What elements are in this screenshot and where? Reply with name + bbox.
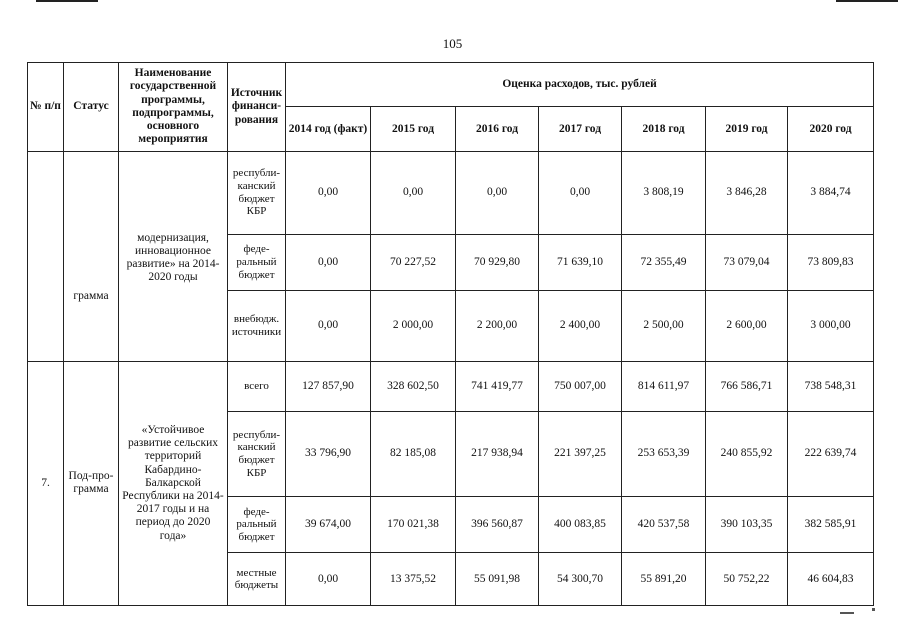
- value-cell: 420 537,58: [622, 496, 706, 553]
- value-cell: 382 585,91: [788, 496, 874, 553]
- value-cell: 39 674,00: [286, 496, 371, 553]
- value-cell: 72 355,49: [622, 234, 706, 291]
- value-cell: 50 752,22: [706, 553, 788, 606]
- header-year: 2014 год (факт): [286, 107, 371, 151]
- header-year: 2020 год: [788, 107, 874, 151]
- value-cell: 328 602,50: [371, 361, 456, 411]
- value-cell: 2 400,00: [539, 291, 622, 362]
- value-cell: 2 000,00: [371, 291, 456, 362]
- value-cell: 73 809,83: [788, 234, 874, 291]
- value-cell: 3 000,00: [788, 291, 874, 362]
- header-num: № п/п: [28, 63, 64, 152]
- row-status: Под-про-грамма: [64, 361, 119, 605]
- row-source: феде-ральный бюджет: [228, 234, 286, 291]
- row-num: [28, 151, 64, 361]
- header-year: 2016 год: [456, 107, 539, 151]
- value-cell: 390 103,35: [706, 496, 788, 553]
- header-costs: Оценка расходов, тыс. рублей: [286, 63, 874, 107]
- value-cell: 0,00: [539, 151, 622, 234]
- row-name: «Устойчивое развитие сельских территорий Кабардино-Балкарской Республики на 2014-2017 годы и на период до 2020 года»: [119, 361, 228, 605]
- value-cell: 127 857,90: [286, 361, 371, 411]
- row-source: всего: [228, 361, 286, 411]
- row-source: республи-канский бюджет КБР: [228, 412, 286, 497]
- header-status: Статус: [64, 63, 119, 152]
- header-year: 2017 год: [539, 107, 622, 151]
- value-cell: 750 007,00: [539, 361, 622, 411]
- value-cell: 70 929,80: [456, 234, 539, 291]
- value-cell: 3 808,19: [622, 151, 706, 234]
- value-cell: 70 227,52: [371, 234, 456, 291]
- value-cell: 3 846,28: [706, 151, 788, 234]
- header-source: Источник финанси-рования: [228, 63, 286, 152]
- scan-mark-left: [36, 0, 98, 2]
- table-row: [28, 151, 874, 234]
- value-cell: 0,00: [286, 553, 371, 606]
- value-cell: 0,00: [286, 291, 371, 362]
- value-cell: 55 891,20: [622, 553, 706, 606]
- value-cell: 738 548,31: [788, 361, 874, 411]
- budget-table: [27, 62, 874, 606]
- scan-speck: [840, 612, 854, 614]
- value-cell: 82 185,08: [371, 412, 456, 497]
- value-cell: 46 604,83: [788, 553, 874, 606]
- value-cell: 2 600,00: [706, 291, 788, 362]
- value-cell: 217 938,94: [456, 412, 539, 497]
- row-source: феде-ральный бюджет: [228, 496, 286, 553]
- row-source: внебюдж. источники: [228, 291, 286, 362]
- row-status: грамма: [64, 151, 119, 361]
- value-cell: 13 375,52: [371, 553, 456, 606]
- value-cell: 73 079,04: [706, 234, 788, 291]
- scan-mark-right: [836, 0, 898, 2]
- value-cell: 71 639,10: [539, 234, 622, 291]
- value-cell: 0,00: [456, 151, 539, 234]
- header-row-1: [28, 63, 874, 107]
- value-cell: 396 560,87: [456, 496, 539, 553]
- header-year: 2015 год: [371, 107, 456, 151]
- value-cell: 221 397,25: [539, 412, 622, 497]
- value-cell: 2 200,00: [456, 291, 539, 362]
- page-number: 105: [442, 36, 463, 51]
- value-cell: 3 884,74: [788, 151, 874, 234]
- row-num: 7.: [28, 361, 64, 605]
- table-row: [28, 361, 874, 411]
- header-name: Наименование государственной программы, подпрограммы, основного мероприятия: [119, 63, 228, 152]
- value-cell: 170 021,38: [371, 496, 456, 553]
- value-cell: 766 586,71: [706, 361, 788, 411]
- value-cell: 741 419,77: [456, 361, 539, 411]
- value-cell: 814 611,97: [622, 361, 706, 411]
- value-cell: 253 653,39: [622, 412, 706, 497]
- row-name: модернизация, инновационное развитие» на 2014-2020 годы: [119, 151, 228, 361]
- value-cell: 33 796,90: [286, 412, 371, 497]
- header-year: 2018 год: [622, 107, 706, 151]
- header-year: 2019 год: [706, 107, 788, 151]
- value-cell: 400 083,85: [539, 496, 622, 553]
- value-cell: 0,00: [286, 151, 371, 234]
- value-cell: 54 300,70: [539, 553, 622, 606]
- value-cell: 55 091,98: [456, 553, 539, 606]
- value-cell: 2 500,00: [622, 291, 706, 362]
- value-cell: 240 855,92: [706, 412, 788, 497]
- row-source: местные бюджеты: [228, 553, 286, 606]
- value-cell: 222 639,74: [788, 412, 874, 497]
- value-cell: 0,00: [371, 151, 456, 234]
- value-cell: 0,00: [286, 234, 371, 291]
- scan-speck: [872, 608, 875, 611]
- row-source: республи-канский бюджет КБР: [228, 151, 286, 234]
